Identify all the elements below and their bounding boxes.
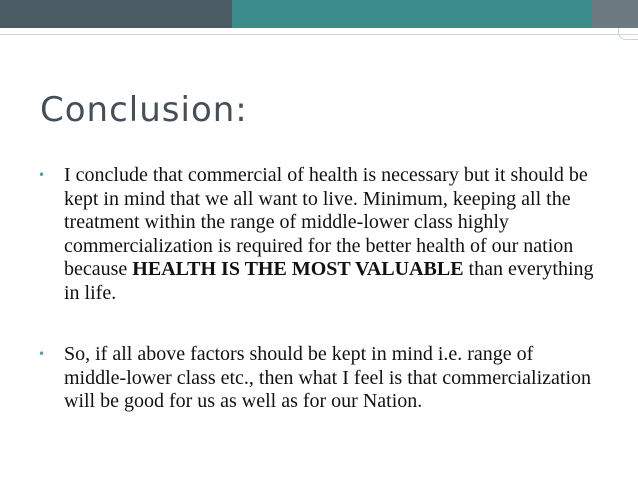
bullet-item-summary: [38, 343, 598, 414]
bullet-text-emphasis: HEALTH IS THE MOST VALUABLE: [132, 258, 464, 280]
bullet-text: [64, 164, 598, 305]
bullet-text-plain-end: than everything in life.: [64, 258, 594, 304]
bullet-icon: •: [38, 347, 46, 361]
bullet-text-plain: I conclude that commercial of health is necessary but it should be kept in mind that we all want to live. Minimum, keeping all the treatment within the range of middle-lower class highly commercialization is required for the better health of our nation because: [64, 164, 588, 280]
bullet-item-conclusion: [38, 164, 598, 305]
bullet-icon: •: [38, 168, 46, 182]
bullet-text: So, if all above factors should be kept in mind i.e. range of middle-lower class etc., then what I feel is that commercialization will be good for us as well as for our Nation.: [64, 343, 592, 412]
slide-title: Conclusion:: [40, 90, 248, 130]
